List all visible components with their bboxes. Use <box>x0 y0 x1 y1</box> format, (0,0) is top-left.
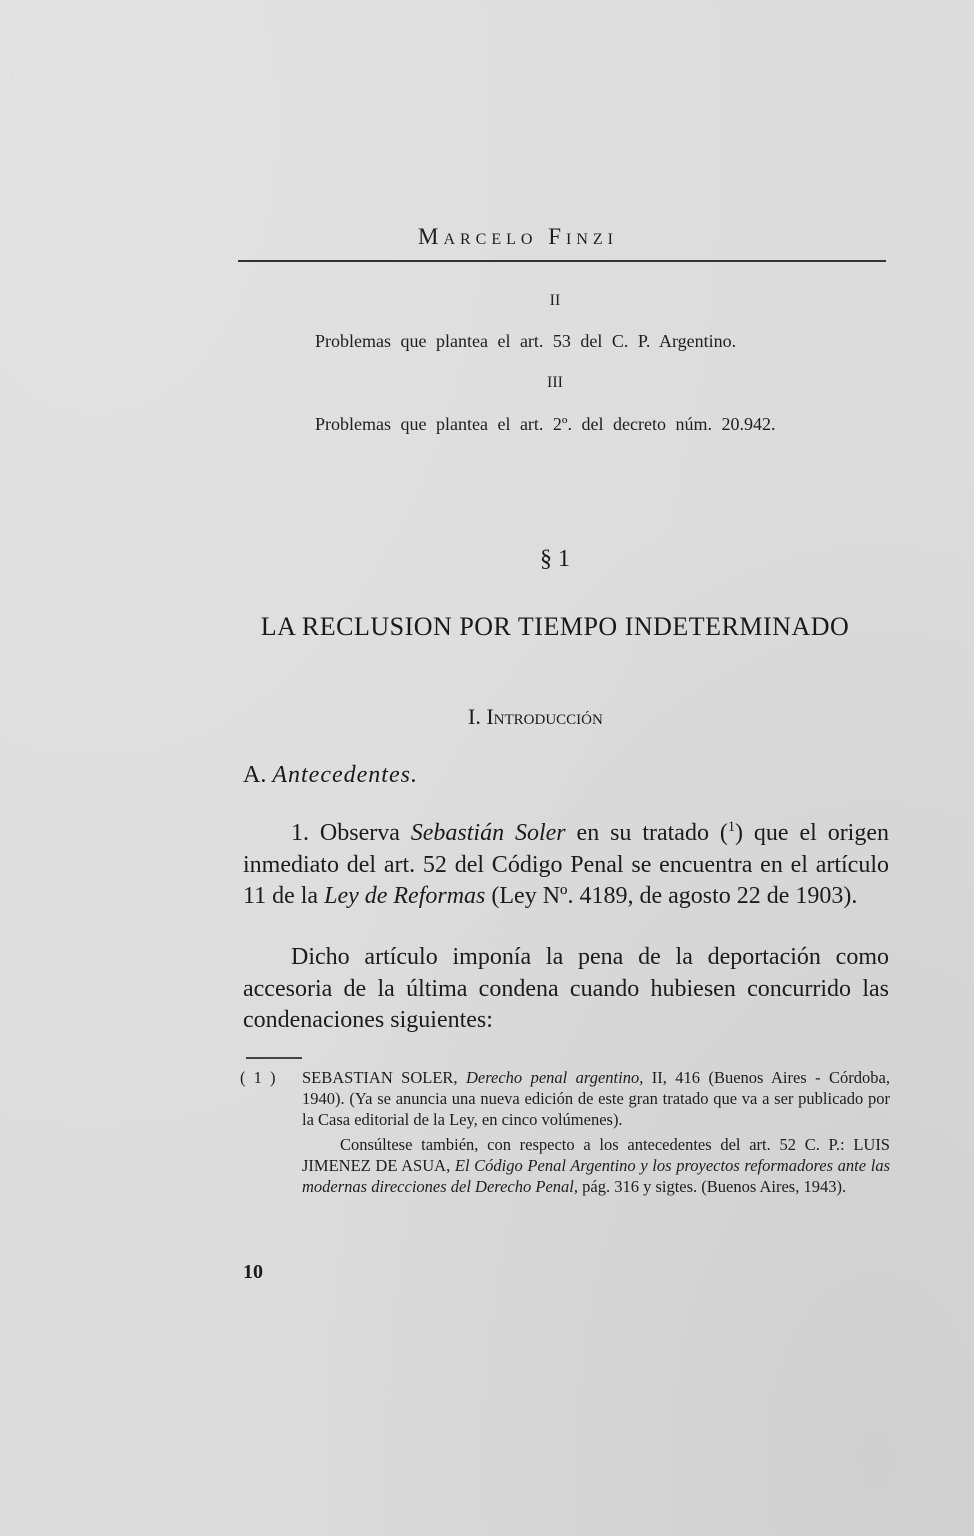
fn-p1-b: II, 416 (Buenos Aires - Córdoba, 1940). (Ya se anuncia una nueva edición de este gran tratado que va a ser publicado por la Casa editorial de la Ley, en cinco volúmenes). <box>302 1068 891 1129</box>
p1-law: Ley de Reformas <box>324 883 486 909</box>
p1-text-a: 1. Observa <box>291 820 411 846</box>
running-head: Marcelo Finzi <box>418 224 618 249</box>
toc-numeral-ii: II <box>549 292 561 309</box>
p1-text-b: en su tratado ( <box>565 820 728 846</box>
footnotes <box>240 1067 890 1197</box>
fn-p2-a: Consúltese también, con respecto a los antecedentes del art. 52 C. P.: LUIS JIMENEZ DE ASUA, <box>302 1135 890 1175</box>
footnote-rule <box>246 1057 302 1059</box>
p2-text: Dicho artículo imponía la pena de la deportación como accesoria de la última condena cuando hubiesen concurrido las condenaciones siguientes: <box>243 944 889 1033</box>
p1-text-d: (Ley Nº. 4189, de agosto 22 de 1903). <box>485 883 858 909</box>
header-rule <box>238 260 886 262</box>
fn-p2-title: El Código Penal Argentino y los proyectos reformadores ante las modernas direcciones del Derecho Penal, <box>302 1156 890 1196</box>
subsection-letter: A. <box>243 762 267 788</box>
fn-p1-title: Derecho penal argentino, <box>465 1068 644 1087</box>
subhead-introduccion: I. Introducción <box>468 704 603 729</box>
footnote-body <box>302 1067 890 1197</box>
fn-p2-b: pág. 316 y sigtes. (Buenos Aires, 1943). <box>578 1177 847 1196</box>
paragraph-2 <box>243 942 889 1037</box>
subsection-title: Antecedentes. <box>272 762 418 788</box>
toc-entry-ii: Problemas que plantea el art. 53 del C. P. Argentino. <box>315 331 737 351</box>
section-mark: § 1 <box>540 546 570 572</box>
toc-entry-iii: Problemas que plantea el art. 2º. del decreto núm. 20.942. <box>315 414 776 434</box>
subsection-heading <box>243 762 418 789</box>
footnote-ref: 1 <box>727 819 736 835</box>
p1-text-c: ) que el origen inmediato del art. 52 del Código Penal se encuentra en el artículo 11 de la <box>243 820 890 909</box>
chapter-title: LA RECLUSION POR TIEMPO INDETERMINADO <box>260 612 850 641</box>
footnote-1 <box>240 1067 890 1197</box>
fn-p1-a: SEBASTIAN SOLER, <box>302 1068 466 1087</box>
footnote-number: ( 1 ) <box>240 1068 278 1087</box>
page-number: 10 <box>243 1261 263 1283</box>
paragraph-1 <box>243 818 889 913</box>
p1-author: Sebastián Soler <box>410 820 566 846</box>
toc-numeral-iii: III <box>547 374 563 391</box>
